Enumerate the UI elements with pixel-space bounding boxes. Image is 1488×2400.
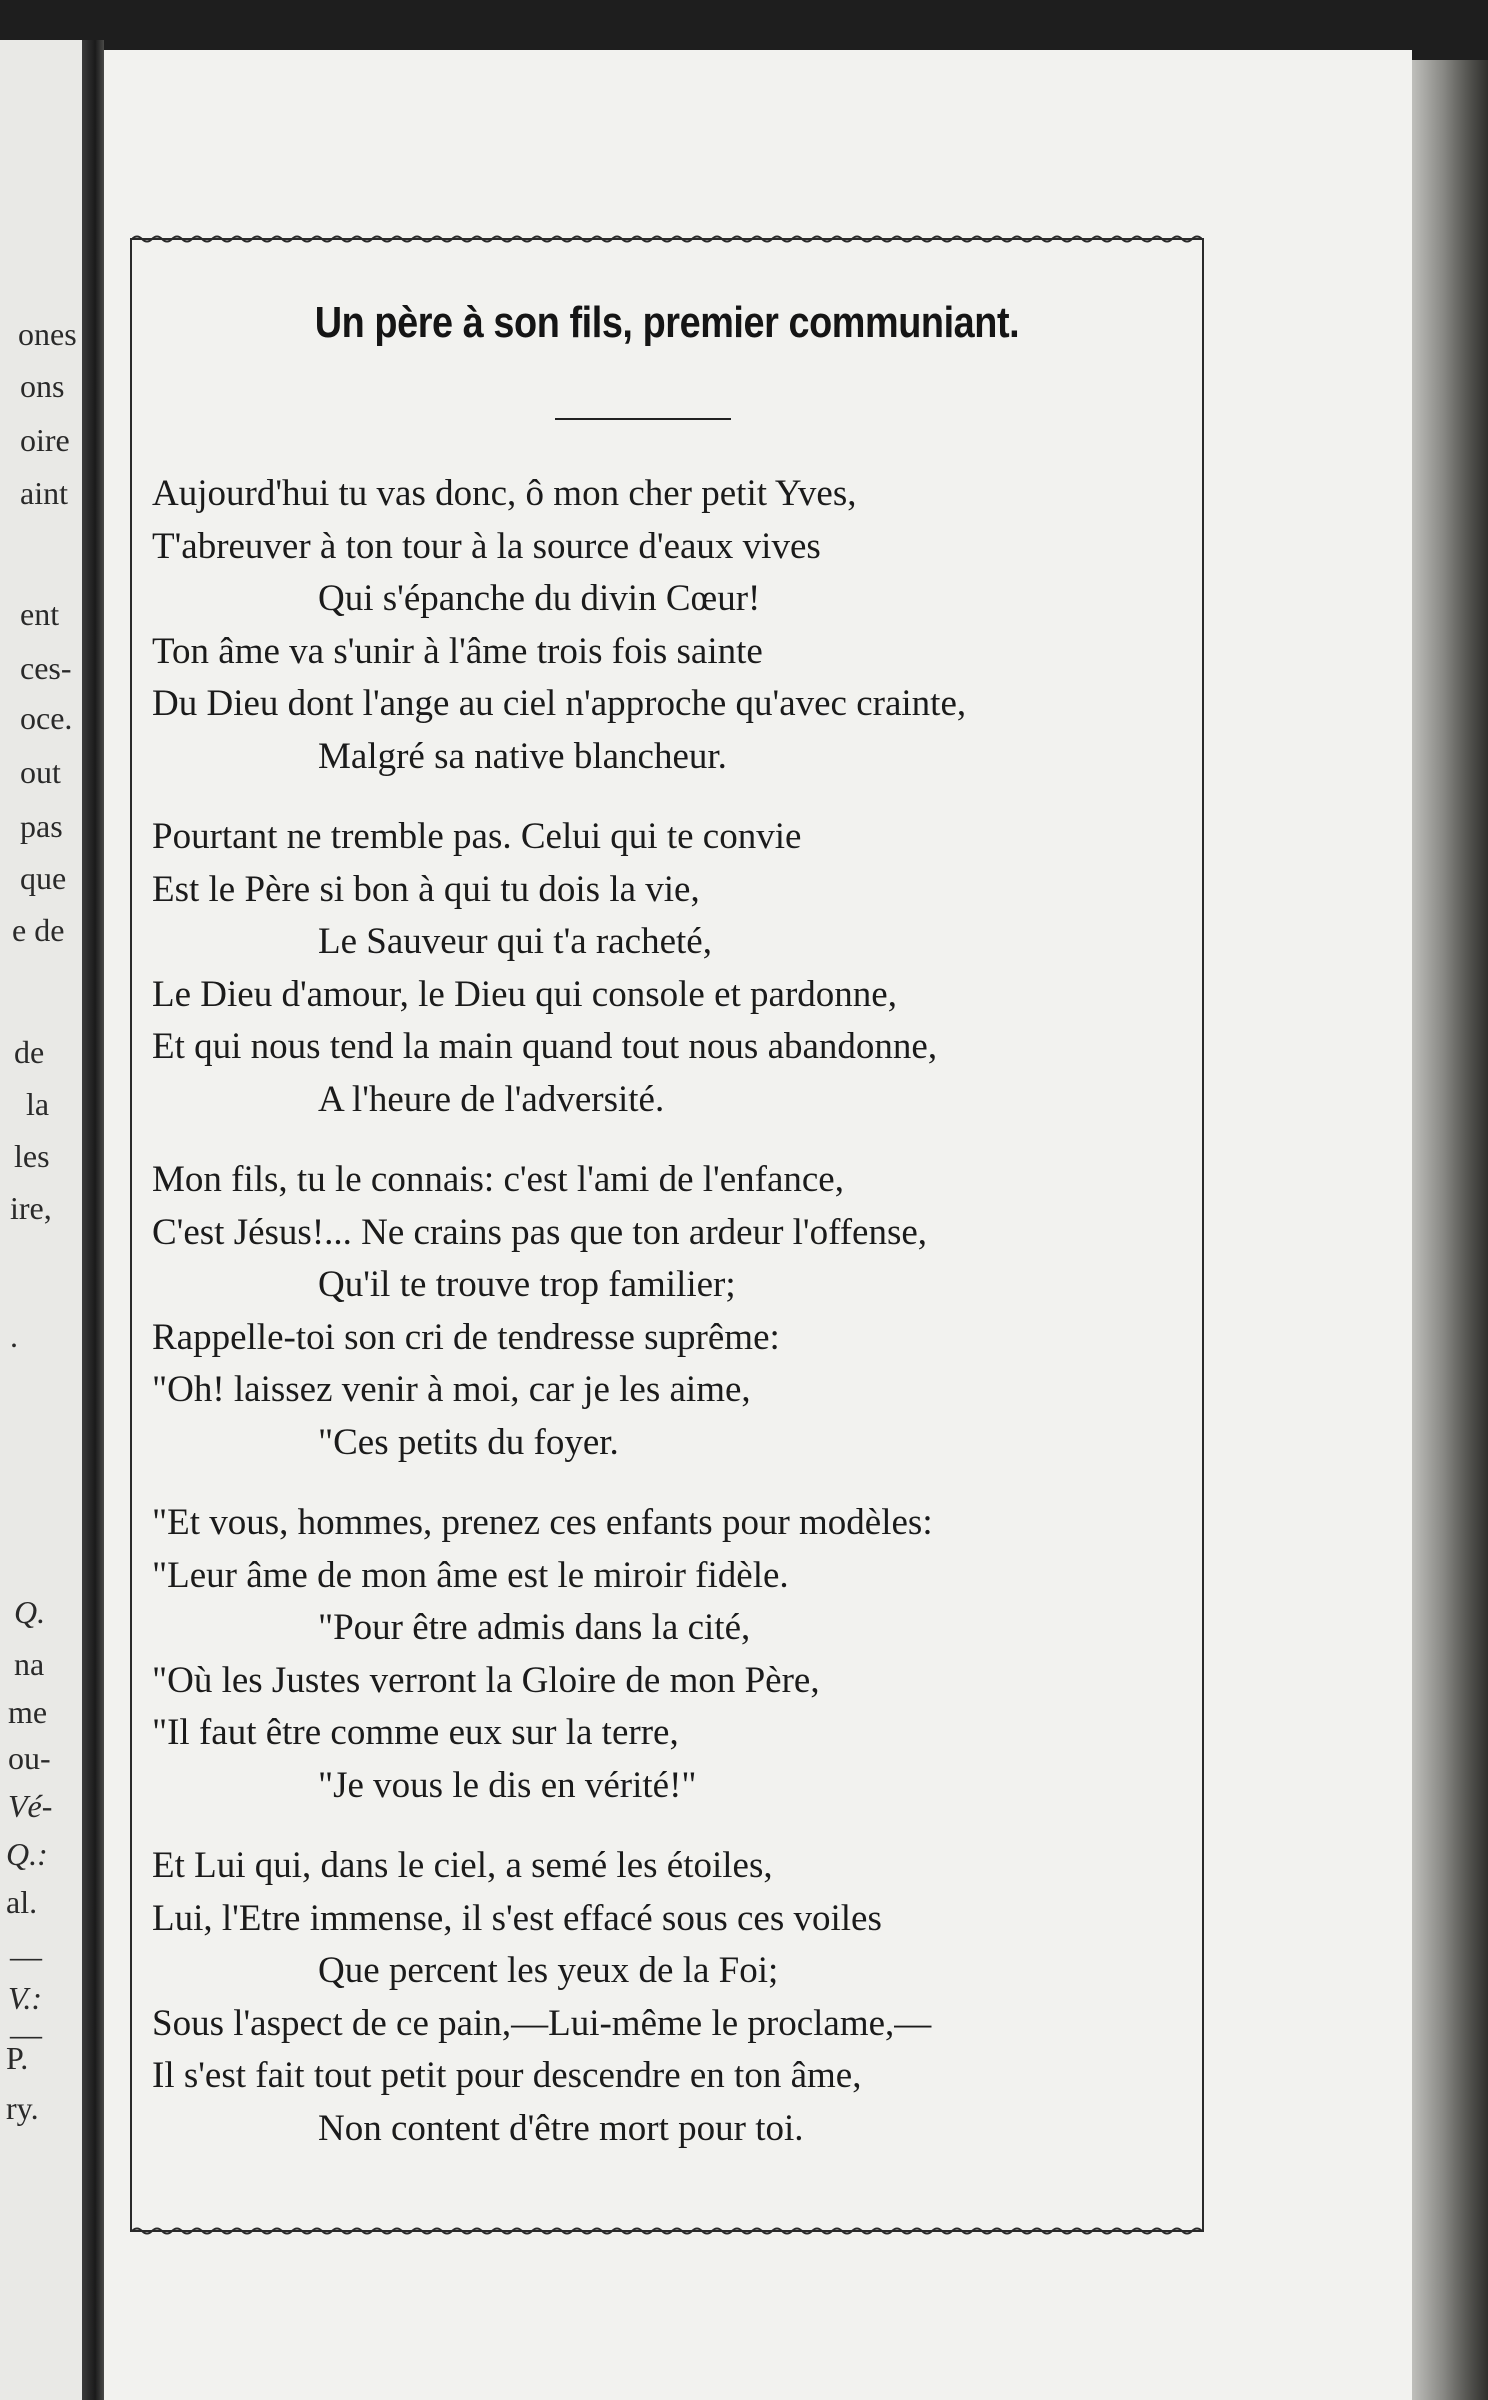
poem-line: Sous l'aspect de ce pain,—Lui-même le proclame,— (152, 2002, 932, 2044)
left-fragment: na (14, 1646, 45, 1682)
poem-line: Qui s'épanche du divin Cœur! (318, 578, 761, 619)
page-stack-edge (1412, 60, 1488, 2400)
poem-line: Lui, l'Etre immense, il s'est effacé sous ces voiles (152, 1897, 882, 1939)
poem-line: "Pour être admis dans la cité, (318, 1607, 751, 1648)
left-fragment: aint (20, 475, 68, 511)
title-rule (555, 418, 731, 420)
left-fragment: Q. (14, 1594, 46, 1630)
left-fragment: ry. (6, 2090, 39, 2126)
stanza (152, 1497, 1192, 1812)
left-fragment: ones (18, 316, 77, 352)
scan-top-border (0, 0, 1488, 52)
left-fragment: oire (20, 422, 70, 458)
left-fragment: oce. (20, 700, 73, 736)
poem-line: "Leur âme de mon âme est le miroir fidèle. (152, 1554, 789, 1596)
stanza (152, 811, 1192, 1126)
left-fragment: la (26, 1086, 50, 1122)
poem-line: A l'heure de l'adversité. (318, 1078, 665, 1120)
poem-line: "Je vous le dis en vérité!" (318, 1764, 697, 1806)
poem-line: T'abreuver à ton tour à la source d'eaux vives (152, 525, 821, 567)
left-fragment: que (20, 860, 67, 896)
poem-line: Ton âme va s'unir à l'âme trois fois sainte (152, 630, 763, 672)
poem-line: Non content d'être mort pour toi. (318, 2107, 804, 2149)
poem-frame (130, 238, 1204, 2232)
wavy-border-bottom (132, 2224, 1202, 2238)
stanza (152, 1840, 1192, 2155)
poem-line: Mon fils, tu le connais: c'est l'ami de l'enfance, (152, 1159, 844, 1200)
left-fragment: ons (20, 368, 65, 404)
book-gutter (82, 40, 104, 2400)
wavy-border-top (132, 232, 1202, 246)
poem-line: Pourtant ne tremble pas. Celui qui te convie (152, 816, 802, 857)
left-fragment: Q.: (6, 1836, 48, 1872)
poem-line: Aujourd'hui tu vas donc, ô mon cher petit Yves, (152, 473, 857, 514)
poem-line: Du Dieu dont l'ange au ciel n'approche qu'avec crainte, (152, 683, 967, 724)
left-fragment: — (10, 2016, 42, 2052)
poem-line: "Et vous, hommes, prenez ces enfants pour modèles: (152, 1502, 933, 1543)
left-fragment: de (14, 1034, 45, 1070)
stanza (152, 1154, 1192, 1469)
left-fragment: pas (20, 808, 63, 844)
left-fragment: e de (12, 912, 65, 948)
left-fragment: ou- (8, 1740, 51, 1776)
poem-line: Rappelle-toi son cri de tendresse suprême: (152, 1316, 780, 1358)
poem-body (152, 468, 1192, 2183)
poem-line: "Oh! laissez venir à moi, car je les aime, (152, 1369, 751, 1410)
left-fragment: les (14, 1138, 50, 1174)
left-fragment: Vé- (8, 1788, 53, 1824)
poem-line: Que percent les yeux de la Foi; (318, 1950, 779, 1991)
poem-line: "Il faut être comme eux sur la terre, (152, 1712, 679, 1753)
left-fragment: — (10, 1938, 42, 1974)
left-fragment: . (10, 1318, 18, 1354)
poem-line: "Où les Justes verront la Gloire de mon Père, (152, 1659, 820, 1701)
left-fragment: ces- (20, 650, 72, 686)
poem-line: C'est Jésus!... Ne crains pas que ton ardeur l'offense, (152, 1211, 928, 1253)
poem-line: Et Lui qui, dans le ciel, a semé les étoiles, (152, 1845, 773, 1886)
left-fragment: V.: (8, 1980, 43, 2016)
left-fragment: out (20, 754, 61, 790)
poem-line: Le Dieu d'amour, le Dieu qui console et pardonne, (152, 973, 897, 1015)
left-fragment: ent (20, 596, 60, 632)
left-fragment: P. (6, 2040, 29, 2076)
poem-line: Le Sauveur qui t'a racheté, (318, 921, 712, 962)
left-fragment: al. (6, 1884, 38, 1920)
poem-line: Qu'il te trouve trop familier; (318, 1264, 736, 1305)
poem-line: Malgré sa native blancheur. (318, 735, 727, 777)
stanza (152, 468, 1192, 783)
poem-line: Il s'est fait tout petit pour descendre en ton âme, (152, 2055, 862, 2096)
poem-title: Un père à son fils, premier communiant. (314, 298, 1020, 347)
poem-line: Est le Père si bon à qui tu dois la vie, (152, 868, 700, 910)
left-fragment: me (8, 1694, 48, 1730)
left-fragment: ire, (10, 1190, 52, 1226)
poem-line: "Ces petits du foyer. (318, 1421, 619, 1463)
poem-line: Et qui nous tend la main quand tout nous abandonne, (152, 1026, 938, 1067)
